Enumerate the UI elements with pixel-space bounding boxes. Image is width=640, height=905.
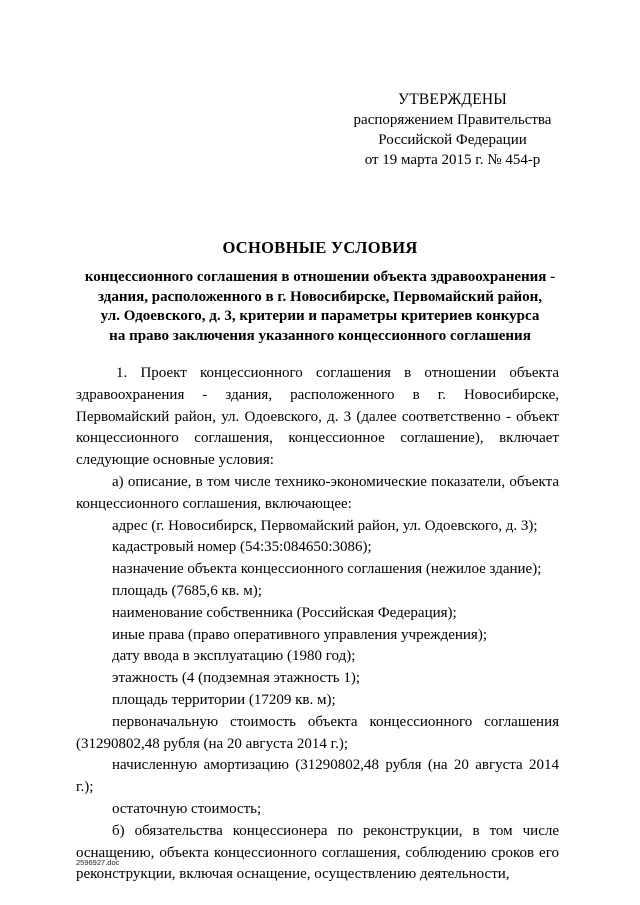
paragraph: кадастровый номер (54:35:084650:3086); xyxy=(112,539,372,556)
footer-doc-id: 2596927.doc xyxy=(76,858,120,867)
subtitle-line: на право заключения указанного концессионного соглашения xyxy=(109,327,531,344)
subtitle-line: здания, расположенного в г. Новосибирске, Первомайский район, xyxy=(97,288,543,305)
paragraph: наименование собственника (Российская Федерация); xyxy=(112,604,457,621)
paragraph: начисленную амортизацию (31290802,48 рубля (на 20 августа 2014 г.); xyxy=(76,757,559,796)
approval-line: распоряжением Правительства xyxy=(353,112,552,128)
approval-line: Российской Федерации xyxy=(378,132,527,148)
document-title: ОСНОВНЫЕ УСЛОВИЯ xyxy=(222,238,418,257)
paragraph: первоначальную стоимость объекта концессионного соглашения (31290802,48 рубля (на 20 августа 2014 г.); xyxy=(76,713,559,752)
document-subtitle xyxy=(60,268,580,346)
paragraph: этажность (4 (подземная этажность 1); xyxy=(112,670,361,687)
paragraph: б) обязательства концессионера по реконструкции, в том числе оснащению, объекта концессионного соглашения, соблюдению сроков его реконструкции, включая оснащение, осуществлению деятельности, xyxy=(76,822,559,883)
paragraph: дату ввода в эксплуатацию (1980 год); xyxy=(112,648,356,665)
paragraph: адрес (г. Новосибирск, Первомайский район, ул. Одоевского, д. 3); xyxy=(112,517,538,534)
approval-title: УТВЕРЖДЕНЫ xyxy=(398,91,507,108)
paragraph: а) описание, в том числе технико-экономические показатели, объекта концессионного соглашения, включающее: xyxy=(76,473,559,512)
paragraph: 1. Проект концессионного соглашения в отношении объекта здравоохранения - здания, расположенного в г. Новосибирске, Первомайский район, ул. Одоевского, д. 3 (далее соответственно - объект концессионного соглашения, концессионное соглашение), включает следующие основные условия: xyxy=(76,365,559,469)
approval-date-line: от 19 марта 2015 г. № 454-р xyxy=(364,152,541,168)
paragraph: иные права (право оперативного управления учреждения); xyxy=(112,626,487,643)
paragraph: назначение объекта концессионного соглашения (нежилое здание); xyxy=(112,561,542,578)
paragraph: площадь (7685,6 кв. м); xyxy=(112,582,262,599)
subtitle-line: ул. Одоевского, д. 3, критерии и параметры критериев конкурса xyxy=(100,308,540,324)
subtitle-line: концессионного соглашения в отношении объекта здравоохранения - xyxy=(84,269,556,285)
paragraph: площадь территории (17209 кв. м); xyxy=(112,691,336,708)
paragraph: остаточную стоимость; xyxy=(112,800,262,817)
approval-stamp xyxy=(340,90,565,170)
document-body xyxy=(76,363,559,886)
